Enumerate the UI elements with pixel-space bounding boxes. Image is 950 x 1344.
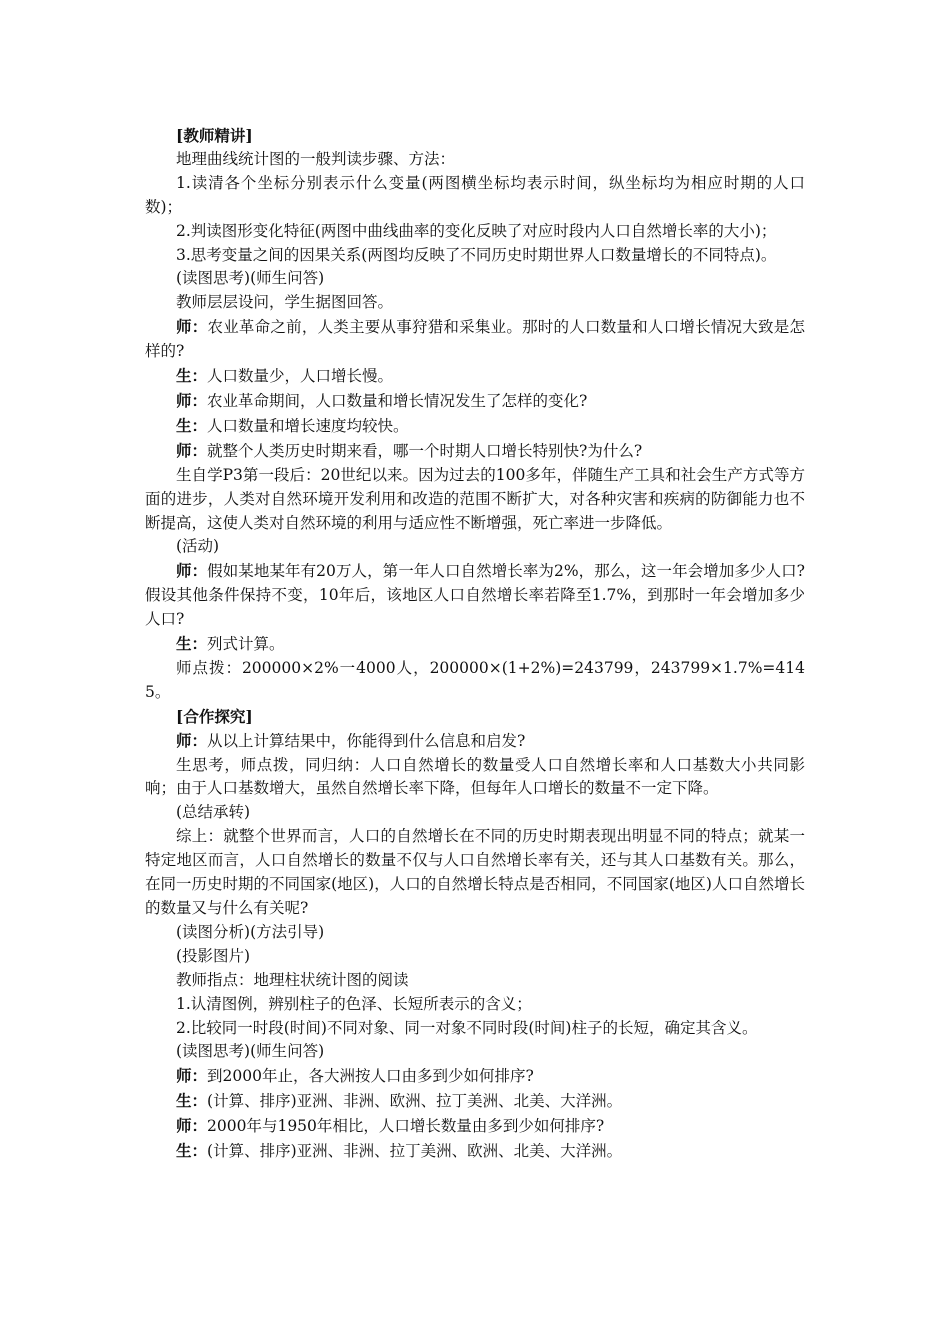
dialog-text: 农业革命期间，人口数量和增长情况发生了怎样的变化? <box>207 391 588 410</box>
speaker-label: 师： <box>176 1116 208 1136</box>
section-heading: [合作探究] <box>176 706 253 726</box>
dialog-text: 人口数量和增长速度均较快。 <box>207 416 409 435</box>
dialog-line <box>145 364 805 389</box>
paragraph: 2.判读图形变化特征(两图中曲线曲率的变化反映了对应时段内人口自然增长率的大小)； <box>176 221 777 240</box>
paragraph: 生思考，师点拨，同归纳：人口自然增长的数量受人口自然增长率和人口基数大小共同影响；由于人口基数增大，虽然自然增长率下降，但每年人口增长的数量不一定下降。 <box>145 755 805 798</box>
dialog-text: (计算、排序)亚洲、非洲、拉丁美洲、欧洲、北美、大洋洲。 <box>207 1142 623 1161</box>
dialog-line <box>145 439 805 464</box>
dialog-line <box>145 729 805 754</box>
dialog-text: (计算、排序)亚洲、非洲、欧洲、拉丁美洲、北美、大洋洲。 <box>207 1092 623 1111</box>
paragraph: 1.读清各个坐标分别表示什么变量(两图横坐标均表示时间，纵坐标均为相应时期的人口数)； <box>145 173 805 216</box>
paragraph: 1.认清图例，辨别柱子的色泽、长短所表示的含义； <box>176 994 532 1013</box>
paragraph: 教师指点：地理柱状统计图的阅读 <box>176 970 409 989</box>
dialog-text: 就整个人类历史时期来看，哪一个时期人口增长特别快?为什么? <box>207 441 643 460</box>
speaker-label: 生： <box>176 1141 208 1161</box>
speaker-label: 生： <box>176 634 208 654</box>
paragraph: 综上：就整个世界而言，人口的自然增长在不同的历史时期表现出明显不同的特点；就某一特定地区而言，人口自然增长的数量不仅与人口自然增长率有关，还与其人口基数有关。那么，在同一历史时期的不同国家(地区)，人口的自然增长特点是否相同，不同国家(地区)人口自然增长的数量又与什么有关呢? <box>145 827 805 917</box>
paragraph: 教师层层设问，学生据图回答。 <box>176 293 394 312</box>
paragraph: 地理曲线统计图的一般判读步骤、方法： <box>176 149 456 168</box>
speaker-label: 师： <box>176 561 208 581</box>
document-body <box>145 124 805 1164</box>
paragraph: (读图思考)(师生问答) <box>176 1042 325 1061</box>
dialog-line <box>145 1064 805 1089</box>
speaker-label: 生： <box>176 1091 208 1111</box>
speaker-label: 师： <box>176 1066 208 1086</box>
dialog-line <box>145 414 805 439</box>
paragraph: (总结承转) <box>176 803 251 822</box>
speaker-label: 生： <box>176 415 208 435</box>
paragraph: 师点拨：200000×2%一4000人，200000×(1+2%)=243799，243799×1.7%=4145。 <box>145 658 805 701</box>
speaker-label: 师： <box>176 730 208 750</box>
paragraph: 生自学P3第一段后：20世纪以来。因为过去的100多年，伴随生产工具和社会生产方式等方面的进步，人类对自然环境开发利用和改造的范围不断扩大，对各种灾害和疾病的防御能力也不断提高，这使人类对自然环境的利用与适应性不断增强，死亡率进一步降低。 <box>145 465 805 532</box>
speaker-label: 师： <box>176 390 208 410</box>
paragraph: (投影图片) <box>176 946 251 965</box>
dialog-text: 农业革命之前，人类主要从事狩猎和采集业。那时的人口数量和人口增长情况大致是怎样的? <box>145 318 805 361</box>
section-heading: [教师精讲] <box>176 126 253 145</box>
dialog-text: 列式计算。 <box>207 635 285 654</box>
dialog-text: 2000年与1950年相比，人口增长数量由多到少如何排序? <box>207 1117 605 1136</box>
dialog-text: 假如某地某年有20万人，第一年人口自然增长率为2%，那么，这一年会增加多少人口?假设其他条件保持不变，10年后，该地区人口自然增长率若降至1.7%，到那时一年会增加多少人口? <box>145 562 805 629</box>
speaker-label: 生： <box>176 366 208 386</box>
paragraph: (读图思考)(师生问答) <box>176 269 325 288</box>
dialog-text: 到2000年止，各大洲按人口由多到少如何排序? <box>207 1067 534 1086</box>
dialog-line <box>145 1114 805 1139</box>
paragraph: (活动) <box>176 537 220 556</box>
dialog-line <box>145 559 805 632</box>
paragraph: 2.比较同一时段(时间)不同对象、同一对象不同时段(时间)柱子的长短，确定其含义。 <box>176 1018 758 1037</box>
dialog-text: 人口数量少，人口增长慢。 <box>207 367 394 386</box>
dialog-line <box>145 632 805 657</box>
paragraph: (读图分析)(方法引导) <box>176 922 325 941</box>
dialog-line <box>145 315 805 364</box>
speaker-label: 师： <box>176 317 208 337</box>
dialog-text: 从以上计算结果中，你能得到什么信息和启发? <box>207 731 526 750</box>
dialog-line <box>145 1089 805 1114</box>
paragraph: 3.思考变量之间的因果关系(两图均反映了不同历史时期世界人口数量增长的不同特点)。 <box>176 245 777 264</box>
dialog-line <box>145 389 805 414</box>
speaker-label: 师： <box>176 440 208 460</box>
dialog-line <box>145 1139 805 1164</box>
